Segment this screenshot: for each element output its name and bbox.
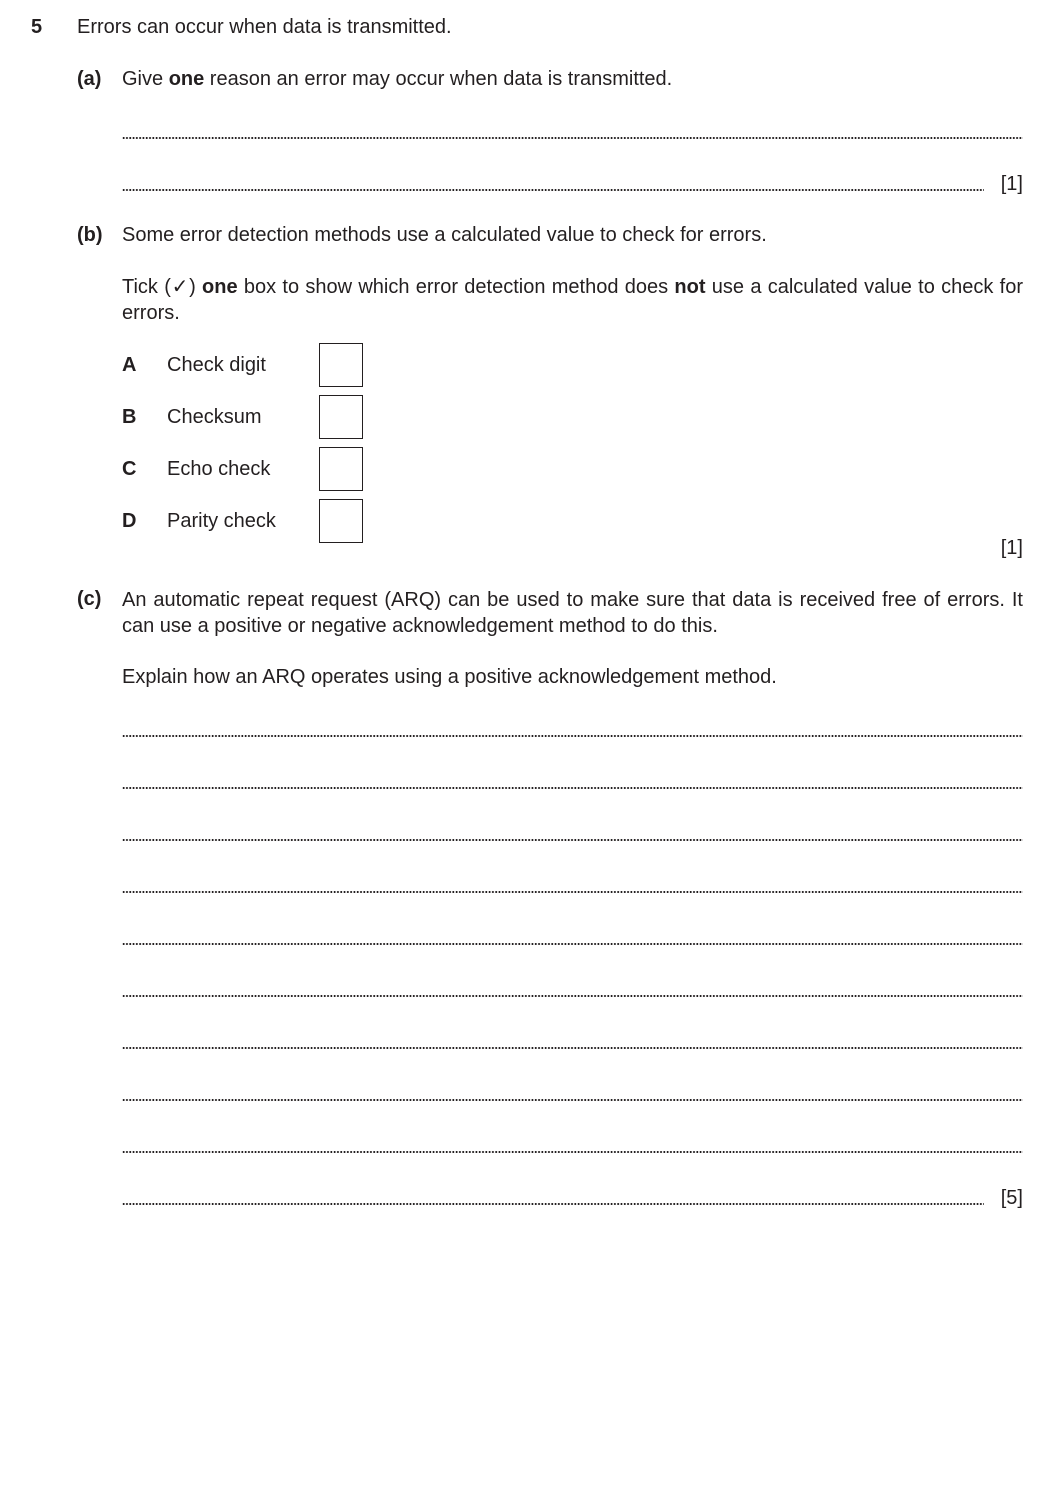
- answer-line-c-10[interactable]: [122, 1203, 984, 1205]
- part-a-question: [122, 68, 672, 91]
- question-stem: Errors can occur when data is transmitted.: [77, 16, 452, 38]
- answer-line-a-1[interactable]: [122, 137, 1023, 139]
- part-c-label: (c): [77, 588, 102, 610]
- option-b-tickbox[interactable]: [319, 395, 363, 439]
- option-a-letter: A: [122, 354, 137, 376]
- instr-text-1: Tick (✓): [122, 276, 203, 298]
- part-a-text-bold: one: [168, 68, 205, 90]
- option-c-tickbox[interactable]: [319, 447, 363, 491]
- part-b-label: (b): [77, 224, 103, 246]
- part-c-mark: [5]: [1000, 1187, 1023, 1209]
- answer-line-c-1[interactable]: [122, 735, 1023, 737]
- answer-line-c-5[interactable]: [122, 943, 1023, 945]
- part-a-label: (a): [77, 68, 102, 90]
- instr-bold-one: one: [202, 276, 238, 298]
- option-a-tickbox[interactable]: [319, 343, 363, 387]
- part-c-intro: An automatic repeat request (ARQ) can be used to make sure that data is received free of errors. It can use a positive or negative acknowledgement method to do this.: [122, 589, 1023, 637]
- answer-line-c-9[interactable]: [122, 1151, 1023, 1153]
- part-c-instruction: Explain how an ARQ operates using a positive acknowledgement method.: [122, 666, 777, 688]
- option-d-tickbox[interactable]: [319, 499, 363, 543]
- option-b-letter: B: [122, 406, 137, 428]
- question-number: 5: [31, 16, 43, 38]
- option-d-letter: D: [122, 510, 137, 532]
- answer-line-c-6[interactable]: [122, 995, 1023, 997]
- instr-bold-not: not: [674, 276, 706, 298]
- option-c-text: Echo check: [167, 458, 271, 480]
- part-a-mark: [1]: [1000, 173, 1023, 195]
- instr-text-2: box to show which error detection method does: [237, 276, 675, 298]
- option-b-text: Checksum: [167, 406, 262, 428]
- answer-line-c-7[interactable]: [122, 1047, 1023, 1049]
- part-b-intro: Some error detection methods use a calculated value to check for errors.: [122, 224, 767, 246]
- part-a-text-2: reason an error may occur when data is transmitted.: [204, 68, 673, 90]
- option-d-text: Parity check: [167, 510, 276, 532]
- answer-line-c-3[interactable]: [122, 839, 1023, 841]
- answer-line-a-2[interactable]: [122, 189, 984, 191]
- part-a-text-1: Give: [122, 68, 169, 90]
- answer-line-c-2[interactable]: [122, 787, 1023, 789]
- answer-line-c-4[interactable]: [122, 891, 1023, 893]
- part-b-mark: [1]: [1000, 537, 1023, 559]
- part-b-instruction: [122, 274, 1023, 326]
- answer-line-c-8[interactable]: [122, 1099, 1023, 1101]
- option-a-text: Check digit: [167, 354, 266, 376]
- option-c-letter: C: [122, 458, 137, 480]
- instr-text-3: use a calculated value to check for errors.: [122, 276, 1024, 324]
